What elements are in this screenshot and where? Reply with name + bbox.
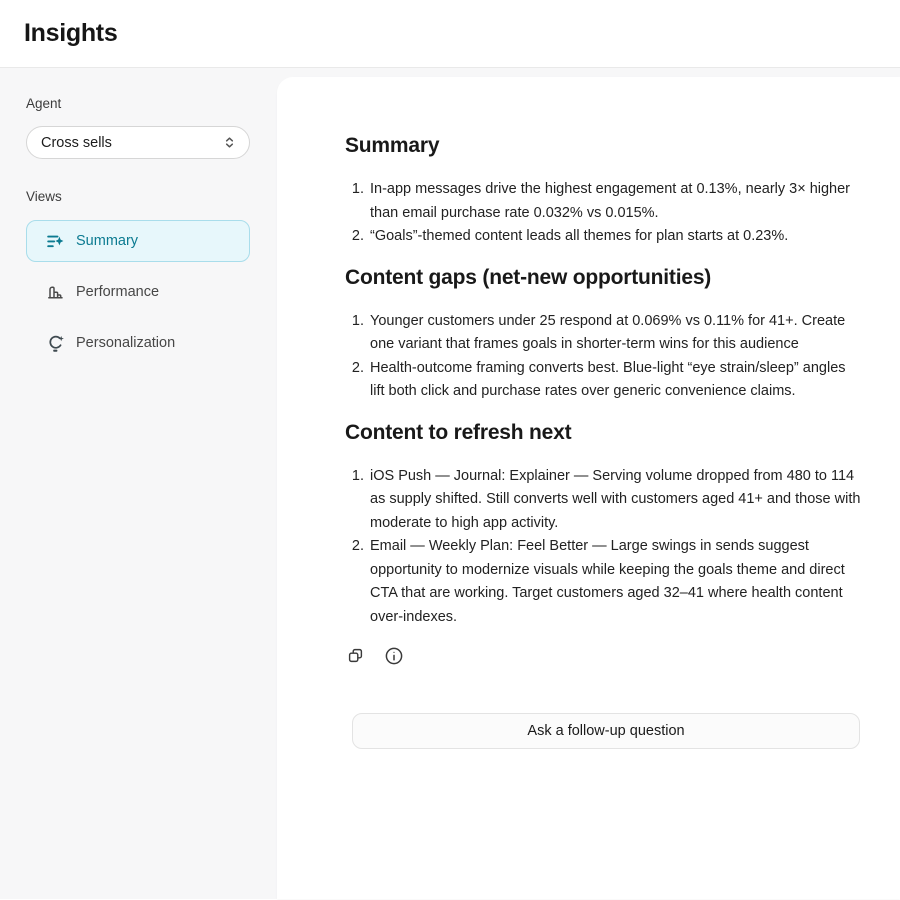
section-heading-content-gaps: Content gaps (net-new opportunities) bbox=[345, 265, 712, 289]
views-label: Views bbox=[26, 189, 62, 204]
sidebar-item-label: Personalization bbox=[76, 335, 176, 351]
sidebar-item-summary[interactable] bbox=[26, 220, 250, 262]
list-item: 2. Email — Weekly Plan: Feel Better — Large swings in sends suggest opportunity to modernize visuals while keeping the goals theme and direct CTA that are working. Target customers aged 32–41 where health content over-indexes. bbox=[368, 535, 862, 629]
copy-icon bbox=[346, 646, 365, 668]
info-button[interactable] bbox=[384, 647, 404, 667]
list-item: 2. Health-outcome framing converts best. Blue-light “eye strain/sleep” angles lift both click and purchase rates over generic convenience claims. bbox=[368, 357, 862, 404]
sidebar-item-personalization[interactable] bbox=[26, 322, 250, 364]
insights-card bbox=[277, 77, 900, 899]
app-header bbox=[0, 0, 900, 68]
personalization-bulb-icon bbox=[46, 334, 65, 353]
agent-select[interactable] bbox=[26, 126, 250, 159]
content-gaps-list bbox=[345, 310, 862, 404]
section-heading-summary: Summary bbox=[345, 134, 440, 157]
summary-list bbox=[345, 178, 862, 249]
info-icon bbox=[384, 646, 404, 669]
list-item: 1. Younger customers under 25 respond at 0.069% vs 0.11% for 41+. Create one variant that frames goals in shorter-term wins for this audience bbox=[368, 310, 862, 357]
sidebar-item-label: Performance bbox=[76, 284, 160, 300]
chevron-up-down-icon bbox=[222, 135, 237, 150]
sidebar-item-label: Summary bbox=[76, 233, 139, 249]
page-shell bbox=[0, 68, 900, 899]
bar-chart-icon bbox=[46, 283, 65, 302]
list-item: 1. In-app messages drive the highest engagement at 0.13%, nearly 3× higher than email purchase rate 0.032% vs 0.015%. bbox=[368, 178, 862, 225]
agent-label: Agent bbox=[26, 96, 62, 111]
summary-list-sparkle-icon bbox=[46, 232, 65, 251]
sidebar bbox=[0, 68, 277, 899]
list-item: 2. “Goals”-themed content leads all themes for plan starts at 0.23%. bbox=[368, 225, 862, 249]
insights-content bbox=[277, 77, 900, 749]
ask-follow-up-button[interactable]: Ask a follow-up question bbox=[352, 713, 860, 749]
agent-select-value: Cross sells bbox=[41, 134, 112, 151]
views-nav bbox=[26, 220, 250, 364]
list-item: 1. iOS Push — Journal: Explainer — Serving volume dropped from 480 to 114 as supply shifted. Still converts well with customers aged 41+ and those with moderate to high app activity. bbox=[368, 465, 862, 536]
section-heading-refresh-next: Content to refresh next bbox=[345, 420, 572, 444]
page-title: Insights bbox=[24, 19, 118, 47]
refresh-next-list bbox=[345, 465, 862, 630]
sidebar-item-performance[interactable] bbox=[26, 271, 250, 313]
actions-row bbox=[345, 647, 862, 667]
main-area bbox=[277, 68, 900, 899]
copy-button[interactable] bbox=[345, 647, 365, 667]
